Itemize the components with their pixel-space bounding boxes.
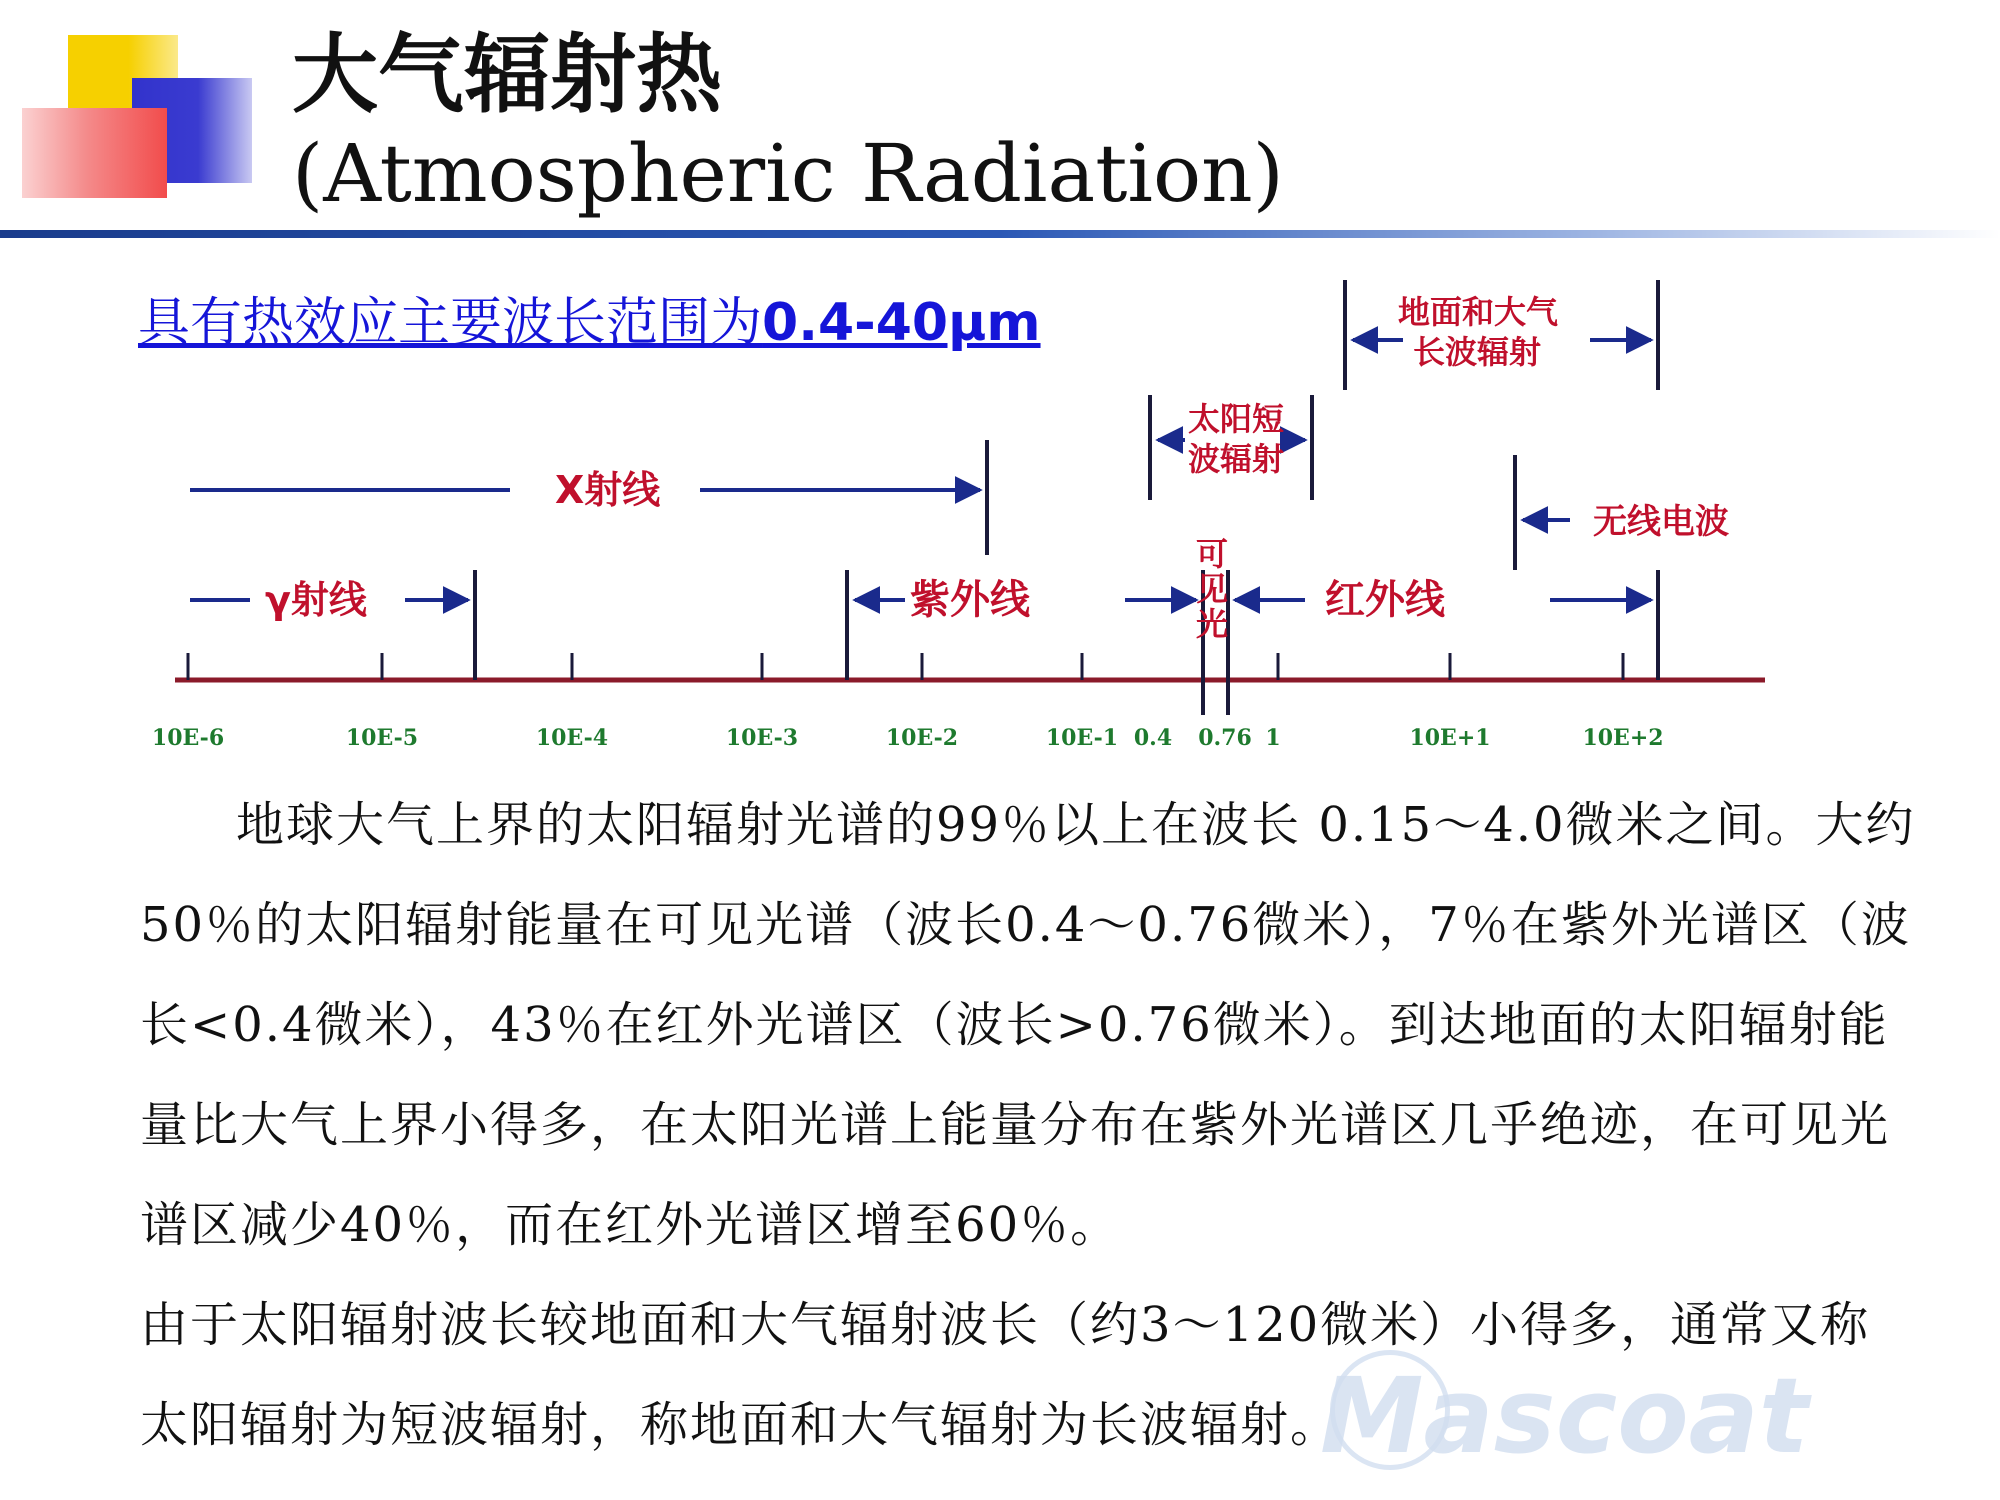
label-solar-2: 波辐射 — [1188, 440, 1285, 478]
paragraph — [140, 775, 1920, 1275]
tick-label: 10E+1 — [1409, 725, 1491, 751]
label-visible-1: 可 — [1196, 535, 1229, 573]
tick-label: 10E-2 — [885, 725, 959, 751]
paragraph-2: 由于太阳辐射波长较地面和大气辐射波长（约3～120微米）小得多，通常又称太阳辐射为短波辐射，称地面和大气辐射为长波辐射。 — [140, 1297, 1871, 1453]
tick-label: 10E-6 — [151, 725, 225, 751]
tick-label: 0.76 — [1198, 725, 1252, 751]
label-gamma: γ射线 — [265, 578, 367, 622]
tick-label: 0.4 — [1133, 725, 1173, 751]
header-divider — [0, 230, 2000, 238]
tick-label: 10E-1 — [1045, 725, 1119, 751]
label-ground-2: 长波辐射 — [1413, 333, 1542, 371]
tick-label: 10E-4 — [535, 725, 609, 751]
heading-link-text: 具有热效应主要波长范围为 — [138, 293, 763, 353]
tick-label: 10E+2 — [1582, 725, 1664, 751]
paragraph-1: 地球大气上界的太阳辐射光谱的99％以上在波长 0.15～4.0微米之间。大约50％的太阳辐射能量在可见光谱（波长0.4～0.76微米），7％在紫外光谱区（波长<0.4微米），43％在红外光谱区（波长>0.76微米）。到达地面的太阳辐射能量比大气上界小得多，在太阳光谱上能量分布在紫外光谱区几乎绝迹，在可见光谱区减少40％，而在红外光谱区增至60％。 — [140, 797, 1916, 1253]
heading-link-value: 0.4-40μm — [762, 293, 1041, 353]
watermark-logo: Mascoat — [1320, 1355, 1809, 1477]
tick-label: 10E-3 — [725, 725, 799, 751]
label-uv: 紫外线 — [910, 577, 1030, 623]
slide-title: 大气辐射热 — [292, 25, 722, 125]
label-radio: 无线电波 — [1593, 502, 1729, 542]
deco-red-square — [22, 108, 167, 198]
label-ground-1: 地面和大气 — [1398, 293, 1559, 331]
label-solar-1: 太阳短 — [1188, 400, 1285, 438]
spectrum-diagram — [151, 275, 1785, 765]
slide-subtitle: (Atmospheric Radiation) — [292, 127, 1284, 220]
label-ir: 红外线 — [1325, 577, 1445, 623]
label-xray: X射线 — [555, 468, 661, 512]
label-visible-2: 见 — [1196, 570, 1229, 608]
tick-label: 10E-5 — [345, 725, 419, 751]
tick-label: 1 — [1265, 725, 1281, 751]
label-visible-3: 光 — [1196, 605, 1229, 643]
